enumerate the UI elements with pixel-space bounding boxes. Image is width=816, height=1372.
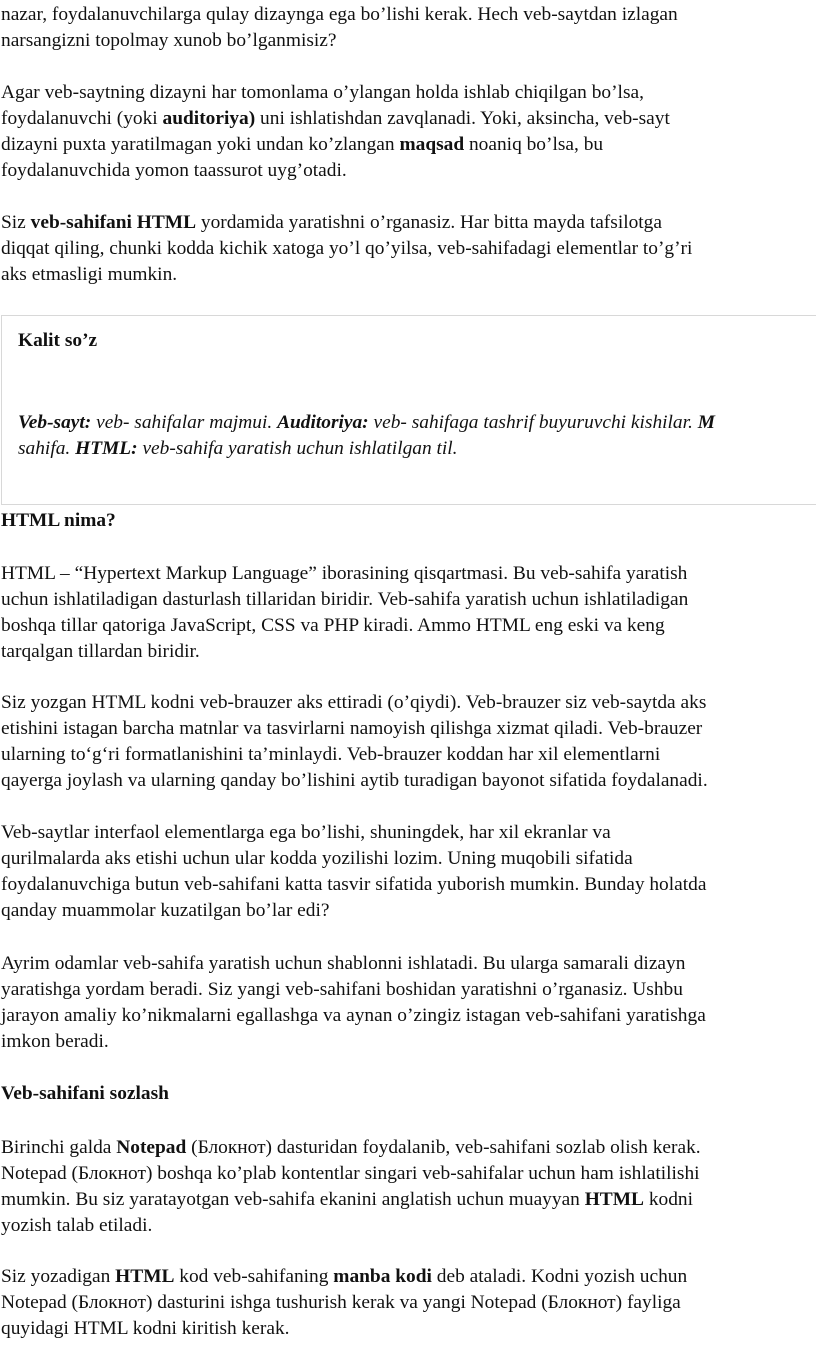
text-line: Notepad (Блокнот) boshqa ko’plab kontentlar singari veb-sahifalar uchun ham ishlatilishi	[1, 1163, 700, 1184]
keyword-term: M	[697, 412, 715, 433]
text-line: Siz veb-sahifani HTML yordamida yaratishni o’rganasiz. Har bitta mayda tafsilotga	[1, 212, 662, 233]
bold-term-html: HTML	[115, 1266, 175, 1287]
bold-term-maqsad: maqsad	[399, 134, 465, 155]
text-line: Siz yozgan HTML kodni veb-brauzer aks ettiradi (o’qiydi). Veb-brauzer siz veb-saytda aks	[1, 692, 707, 713]
keyword-box	[1, 315, 816, 505]
text-line: tarqalgan tillardan biridir.	[1, 641, 200, 662]
bold-term-auditoriya: auditoriya)	[162, 108, 256, 129]
keyword-term: Veb-sayt:	[18, 412, 92, 433]
paragraph-html-definition	[1, 561, 814, 665]
text-line: etishini istagan barcha matnlar va tasvirlarni namoyish qilishga xizmat qiladi. Veb-brauzer	[1, 718, 703, 739]
text-line: ularning to‘g‘ri formatlanishini ta’minlaydi. Veb-brauzer koddan har xil elementlarni	[1, 744, 661, 765]
bold-term-manba-kodi: manba kodi	[333, 1266, 432, 1287]
text-line: mumkin. Bu siz yaratayotgan veb-sahifa ekanini anglatish uchun muayyan HTML kodni	[1, 1189, 694, 1210]
text-line: nazar, foydalanuvchilarga qulay dizaynga ega bo’lishi kerak. Hech veb-saytdan izlagan	[1, 4, 678, 25]
paragraph-intro-end	[1, 2, 814, 54]
section-heading-html-nima: HTML nima?	[1, 510, 116, 531]
text-line: foydalanuvchi (yoki auditoriya) uni ishlatishdan zavqlanadi. Yoki, aksincha, veb-sayt	[1, 108, 670, 129]
text-line: Veb-saytlar interfaol elementlarga ega bo’lishi, shuningdek, har xil ekranlar va	[1, 822, 611, 843]
text-line: Agar veb-saytning dizayni har tomonlama o’ylangan holda ishlab chiqilgan bo’lsa,	[1, 82, 644, 103]
text-line: qanday muammolar kuzatilgan bo’lar edi?	[1, 900, 330, 921]
text-line: uchun ishlatiladigan dasturlash tillaridan biridir. Veb-sahifa yaratish uchun ishlatiladigan	[1, 589, 689, 610]
paragraph-design	[1, 80, 814, 184]
text-line: qayerga joylash va ularning qanday bo’lishini aytib turadigan bayonot sifatida foydalanadi.	[1, 770, 708, 791]
text-line: Birinchi galda Notepad (Блокнот) dasturidan foydalanib, veb-sahifani sozlab olish kerak.	[1, 1137, 701, 1158]
paragraph-learn	[1, 210, 814, 288]
text-line: imkon beradi.	[1, 1031, 109, 1052]
text-line: yozish talab etiladi.	[1, 1215, 153, 1236]
text-line: yaratishga yordam beradi. Siz yangi veb-sahifani boshidan yaratishni o’rganasiz. Ushbu	[1, 979, 683, 1000]
text-line: aks etmasligi mumkin.	[1, 264, 178, 285]
section-heading-setup: Veb-sahifani sozlash	[1, 1083, 169, 1104]
keyword-term: Auditoriya:	[277, 412, 369, 433]
text-line: Ayrim odamlar veb-sahifa yaratish uchun shablonni ishlatadi. Bu ularga samarali dizayn	[1, 953, 686, 974]
text-line: Siz yozadigan HTML kod veb-sahifaning manba kodi deb ataladi. Kodni yozish uchun	[1, 1266, 688, 1287]
bold-term-notepad: Notepad	[116, 1137, 187, 1158]
text-line: quyidagi HTML kodni kiritish kerak.	[1, 1318, 290, 1339]
text-line: foydalanuvchida yomon taassurot uyg’otadi.	[1, 160, 347, 181]
bold-term-html: HTML	[584, 1189, 644, 1210]
text-line: boshqa tillar qatoriga JavaScript, CSS va PHP kiradi. Ammo HTML eng eski va keng	[1, 615, 665, 636]
text-line: diqqat qiling, chunki kodda kichik xatoga yo’l qo’yilsa, veb-sahifadagi elementlar to’g’ri	[1, 238, 693, 259]
bold-term-veb-sahifani-html: veb-sahifani HTML	[30, 212, 197, 233]
paragraph-source-code	[1, 1264, 814, 1342]
text-line: HTML – “Hypertext Markup Language” iborasining qisqartmasi. Bu veb-sahifa yaratish	[1, 563, 688, 584]
text-line: jarayon amaliy ko’nikmalarni egallashga va aynan o’zingiz istagan veb-sahifani yaratishga	[1, 1005, 706, 1026]
paragraph-browser	[1, 690, 814, 794]
paragraph-interactive	[1, 820, 814, 924]
paragraph-templates	[1, 951, 814, 1055]
paragraph-notepad	[1, 1135, 814, 1239]
keyword-term: HTML:	[75, 438, 138, 459]
text-line: narsangizni topolmay xunob bo’lganmisiz?	[1, 30, 337, 51]
text-line: foydalanuvchiga butun veb-sahifani katta tasvir sifatida yuborish mumkin. Bunday holatda	[1, 874, 707, 895]
text-line: Notepad (Блокнот) dasturini ishga tushurish kerak va yangi Notepad (Блокнот) fayliga	[1, 1292, 681, 1313]
text-line: dizayni puxta yaratilmagan yoki undan ko’zlangan maqsad noaniq bo’lsa, bu	[1, 134, 604, 155]
keyword-definitions: Veb-sayt: veb- sahifalar majmui. Auditoriya: veb- sahifaga tashrif buyuruvchi kishilar. M sahifa. HTML: veb-sahifa yaratish uchun ishlatilgan til.	[18, 412, 715, 459]
keyword-box-title: Kalit so’z	[18, 330, 98, 351]
text-line: qurilmalarda aks etishi uchun ular kodda yozilishi lozim. Uning muqobili sifatida	[1, 848, 633, 869]
